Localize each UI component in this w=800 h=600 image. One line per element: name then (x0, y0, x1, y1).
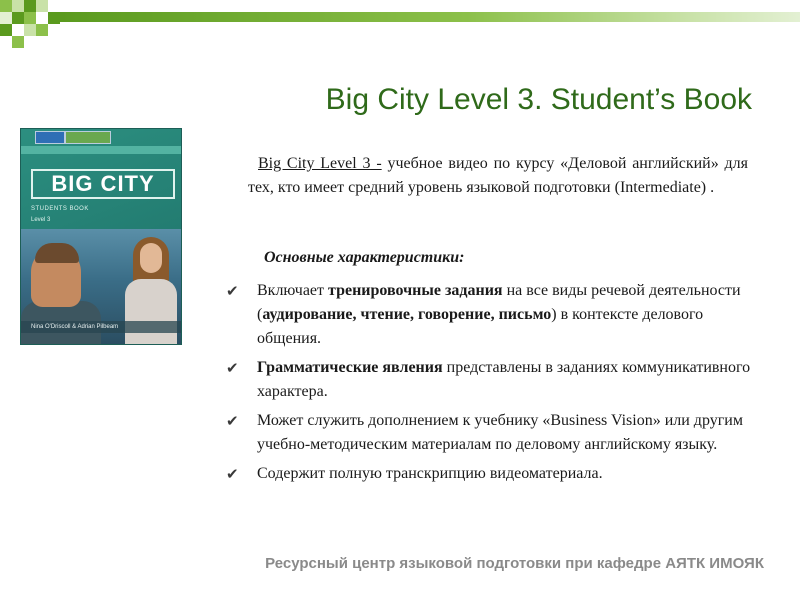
deco-square (0, 12, 12, 24)
features-list (226, 279, 766, 491)
list-item (226, 279, 766, 351)
item-bold: Грамматические явления (257, 359, 443, 376)
list-item (226, 356, 766, 404)
intro-paragraph (248, 152, 748, 200)
cover-authors: Nina O'Driscoll & Adrian Pilbeam (21, 321, 181, 333)
intro-text: учебное видео по курсу «Деловой английский» для тех, кто имеет средний уровень языковой подготовки (Intermediate) . (248, 155, 749, 196)
check-icon: ✔ (226, 282, 239, 300)
deco-square (24, 24, 36, 36)
cover-strip (21, 146, 181, 154)
publisher-logo (35, 131, 65, 144)
characteristics-heading: Основные характеристики: (264, 249, 465, 266)
deco-square (0, 24, 12, 36)
deco-square (24, 0, 36, 12)
cover-level: Level 3 (31, 217, 51, 223)
item-bold: тренировочные задания (328, 282, 503, 299)
deco-square (36, 0, 48, 12)
title-link-dash: - (370, 155, 382, 172)
item-text: на все виды речевой деятельности ( (257, 282, 741, 323)
deco-square (48, 12, 60, 24)
check-icon: ✔ (226, 412, 239, 430)
check-icon: ✔ (226, 465, 239, 483)
deco-square (12, 12, 24, 24)
item-text: Содержит полную транскрипцию видеоматериала. (257, 465, 603, 482)
photo-woman-body (125, 279, 177, 344)
list-item (226, 462, 766, 486)
deco-square (36, 24, 48, 36)
item-text: ) в контексте делового общения. (257, 306, 704, 347)
slide-title: Big City Level 3. Student’s Book (325, 83, 752, 116)
cover-title: BIG CITY (31, 169, 175, 199)
deco-square (12, 0, 24, 12)
book-cover-image (21, 129, 181, 344)
photo-man-hair (35, 243, 79, 263)
item-text: Может служить дополнением к учебнику «Business Vision» или другим учебно-методическим материалам по деловому английскому языку. (257, 412, 743, 453)
check-icon: ✔ (226, 359, 239, 377)
title-link[interactable]: Big City Level 3 (258, 155, 371, 172)
item-text: Включает (257, 282, 329, 299)
header-decoration (0, 0, 800, 50)
deco-square (12, 36, 24, 48)
cover-subtitle: STUDENTS BOOK (31, 206, 89, 212)
item-bold: аудирование, чтение, говорение, письмо (262, 306, 552, 323)
list-item (226, 409, 766, 457)
photo-woman-face (140, 243, 162, 273)
header-band (60, 12, 800, 22)
footer-text: Ресурсный центр языковой подготовки при кафедре АЯТК ИМОЯК (265, 555, 764, 572)
deco-square (0, 0, 12, 12)
item-text: представлены в заданиях коммуникативного характера. (257, 359, 751, 400)
deco-square (24, 12, 36, 24)
series-badge (65, 131, 111, 144)
